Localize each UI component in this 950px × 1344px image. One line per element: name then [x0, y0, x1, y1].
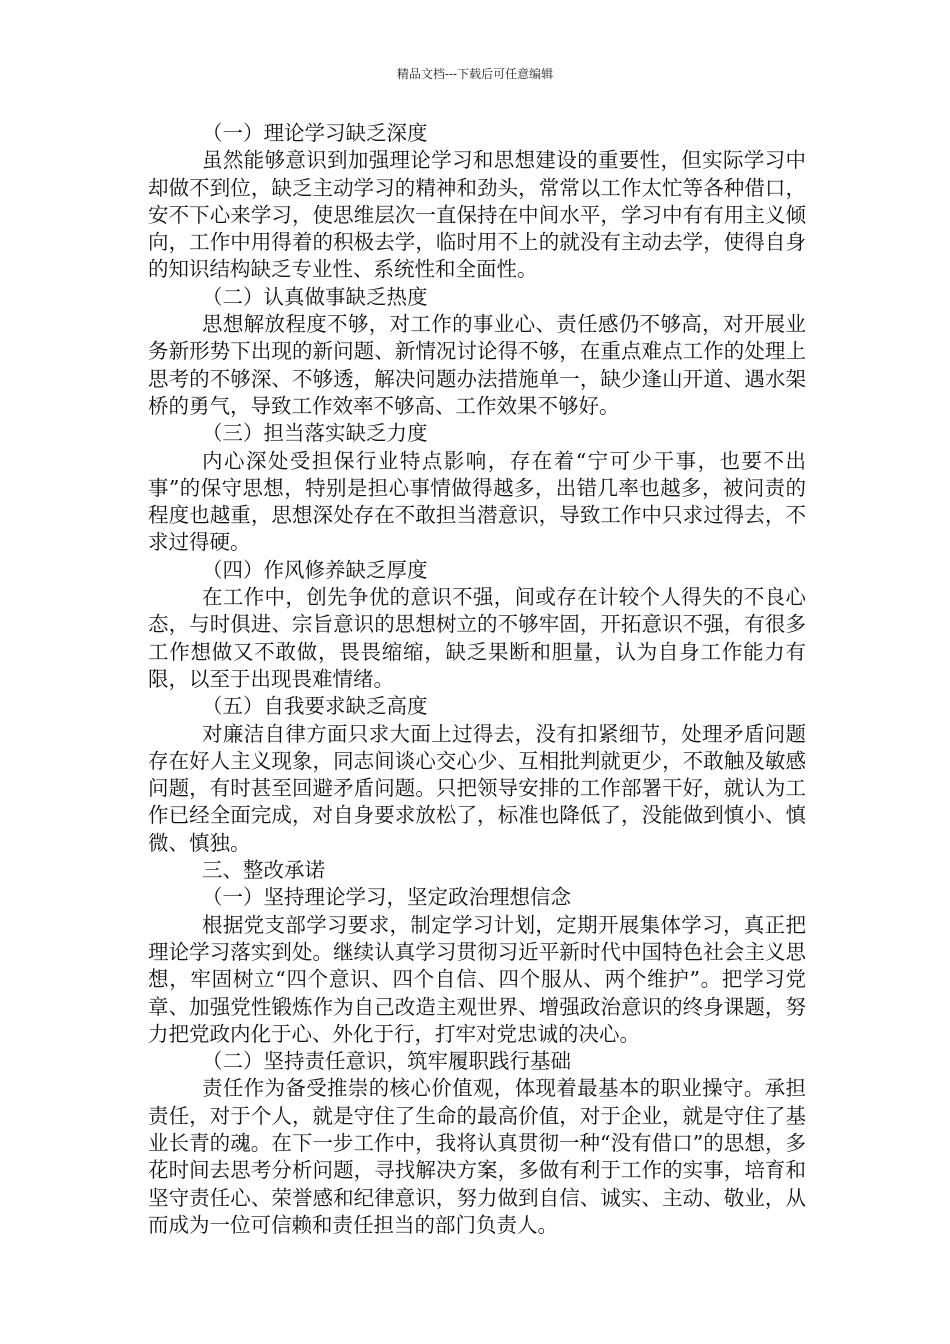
paragraph-responsibility: 内心深处受担保行业特点影响，存在着“宁可少干事，也要不出事”的保守思想，特别是担心事情做得越多，出错几率也越多，被问责的程度也越重，思想深处存在不敢担当潜意识，导致工作中只求过得去，不求过得硬。 — [148, 448, 806, 555]
section-heading-self-discipline: （五）自我要求缺乏高度 — [202, 694, 428, 719]
section-heading-responsibility: （三）担当落实缺乏力度 — [202, 421, 428, 446]
paragraph-theory-commitment: 根据党支部学习要求，制定学习计划，定期开展集体学习，真正把理论学习落实到处。继续认真学习贯彻习近平新时代中国特色社会主义思想，牢固树立“四个意识、四个自信、四个服从、两个维护”。把学习党章、加强党性锻炼作为自己改造主观世界、增强政治意识的终身课题，努力把党政内化于心、外化于行，打牢对党忠诚的决心。 — [148, 912, 806, 1046]
section-heading-diligence: （二）认真做事缺乏热度 — [202, 284, 428, 309]
paragraph-theory-study: 虽然能够意识到加强理论学习和思想建设的重要性，但实际学习中却做不到位，缺乏主动学习的精神和劲头，常常以工作太忙等各种借口，安不下心来学习，使思维层次一直保持在中间水平，学习中有有用主义倾向，工作中用得着的积极去学，临时用不上的就没有主动去学，使得自身的知识结构缺乏专业性、系统性和全面性。 — [148, 148, 806, 282]
document-body — [148, 120, 806, 1239]
paragraph-self-discipline: 对廉洁自律方面只求大面上过得去，没有扣紧细节，处理矛盾问题存在好人主义现象，同志间谈心交心少、互相批判就更少，不敢触及敏感问题，有时甚至回避矛盾问题。只把领导安排的工作部署干好，就认为工作已经全面完成，对自身要求放松了，标准也降低了，没能做到慎小、慎微、慎独。 — [148, 721, 806, 855]
section-heading-theory-commitment: （一）坚持理论学习，坚定政治理想信念 — [202, 885, 571, 910]
chapter-heading-rectification: 三、整改承诺 — [202, 858, 325, 883]
section-heading-theory-study: （一）理论学习缺乏深度 — [202, 121, 428, 145]
section-heading-work-style: （四）作风修养缺乏厚度 — [202, 557, 428, 582]
page-header: 精品文档---下载后可任意编辑 — [396, 67, 554, 81]
paragraph-diligence: 思想解放程度不够，对工作的事业心、责任感仍不够高，对开展业务新形势下出现的新问题、新情况讨论得不够，在重点难点工作的处理上思考的不够深、不够透，解决问题办法措施单一，缺少逢山开道、遇水架桥的勇气，导致工作效率不够高、工作效果不够好。 — [148, 312, 806, 418]
section-heading-responsibility-commitment: （二）坚持责任意识，筑牢履职践行基础 — [202, 1049, 571, 1074]
paragraph-responsibility-commitment: 责任作为备受推崇的核心价值观，体现着最基本的职业操守。承担责任，对于个人，就是守住了生命的最高价值，对于企业，就是守住了基业长青的魂。在下一步工作中，我将认真贯彻一种“没有借口”的思想，多花时间去思考分析问题，寻找解决方案，多做有利于工作的实事，培育和坚守责任心、荣誉感和纪律意识，努力做到自信、诚实、主动、敬业，从而成为一位可信赖和责任担当的部门负责人。 — [148, 1076, 806, 1237]
paragraph-work-style: 在工作中，创先争优的意识不强，间或存在计较个人得失的不良心态，与时俱进、宗旨意识的思想树立的不够牢固，开拓意识不强，有很多工作想做又不敢做，畏畏缩缩，缺乏果断和胆量，认为自身工作能力有限，以至于出现畏难情绪。 — [148, 585, 806, 691]
